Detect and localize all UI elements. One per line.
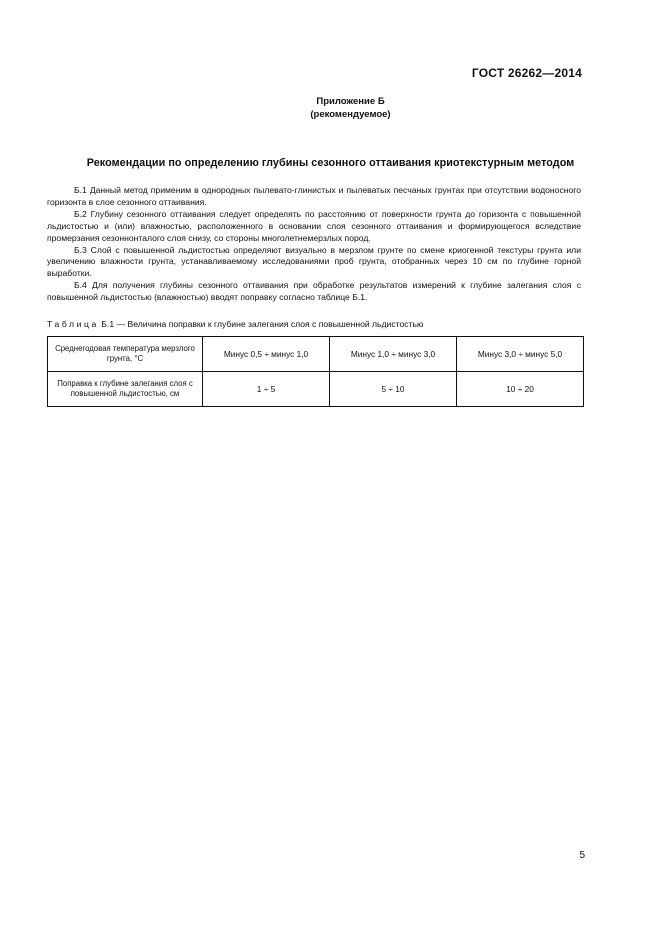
appendix-subtitle: (рекомендуемое) xyxy=(310,109,391,120)
table-cell: Минус 1,0 ÷ минус 3,0 xyxy=(330,337,457,372)
paragraph-b3: Б.3 Слой с повышенной льдистостью определяют визуально в мерзлом грунте по смене криогенной текстуры грунта или увеличению влажности грунта, устанавливаемому исследованиями проб грунта, отобранных через 10 см по глубине горной выработки. xyxy=(47,244,581,279)
table-cell: 5 ÷ 10 xyxy=(330,372,457,407)
table-row-header: Поправка к глубине залегания слоя с повышенной льдистостью, см xyxy=(48,372,203,407)
paragraph-b2: Б.2 Глубину сезонного оттаивания следует определять по расстоянию от поверхности грунта до горизонта с повышенной льдистостью и (или) влажностью, расположенного в основании слоя сезонного оттаивания и формирующегося вследствие промерзания сезоннонталого слоя снизу, со стороны многолетнемерзлых пород. xyxy=(47,208,581,243)
appendix-title: Приложение Б xyxy=(316,96,385,107)
table-cell: 10 ÷ 20 xyxy=(457,372,584,407)
paragraph-b1: Б.1 Данный метод применим в однородных пылевато-глинистых и пылеватых песчаных грунтах при отсутствии водоносного горизонта в слое сезонного оттаивания. xyxy=(47,185,581,207)
section-title: Рекомендации по определению глубины сезонного оттаивания криотекстурным методом xyxy=(86,157,575,169)
table-row xyxy=(48,337,584,372)
table-cell: Минус 0,5 ÷ минус 1,0 xyxy=(203,337,330,372)
table-caption xyxy=(47,319,423,329)
page-number: 5 xyxy=(579,850,585,861)
document-code: ГОСТ 26262—2014 xyxy=(471,66,582,80)
table-row xyxy=(48,372,584,407)
body-text xyxy=(47,185,581,304)
table-caption-word: Таблица xyxy=(47,319,99,329)
correction-table xyxy=(47,336,584,407)
table-caption-text: Б.1 — Величина поправки к глубине залегания слоя с повышенной льдистостью xyxy=(98,319,424,329)
table-row-header: Среднегодовая температура мерзлого грунта, °С xyxy=(48,337,203,372)
table-cell: Минус 3,0 ÷ минус 5,0 xyxy=(457,337,584,372)
table-cell: 1 ÷ 5 xyxy=(203,372,330,407)
paragraph-b4: Б.4 Для получения глубины сезонного оттаивания при обработке результатов измерений к глубине залегания слоя с повышенной льдистостью (влажностью) вводят поправку согласно таблице Б.1. xyxy=(47,280,581,303)
